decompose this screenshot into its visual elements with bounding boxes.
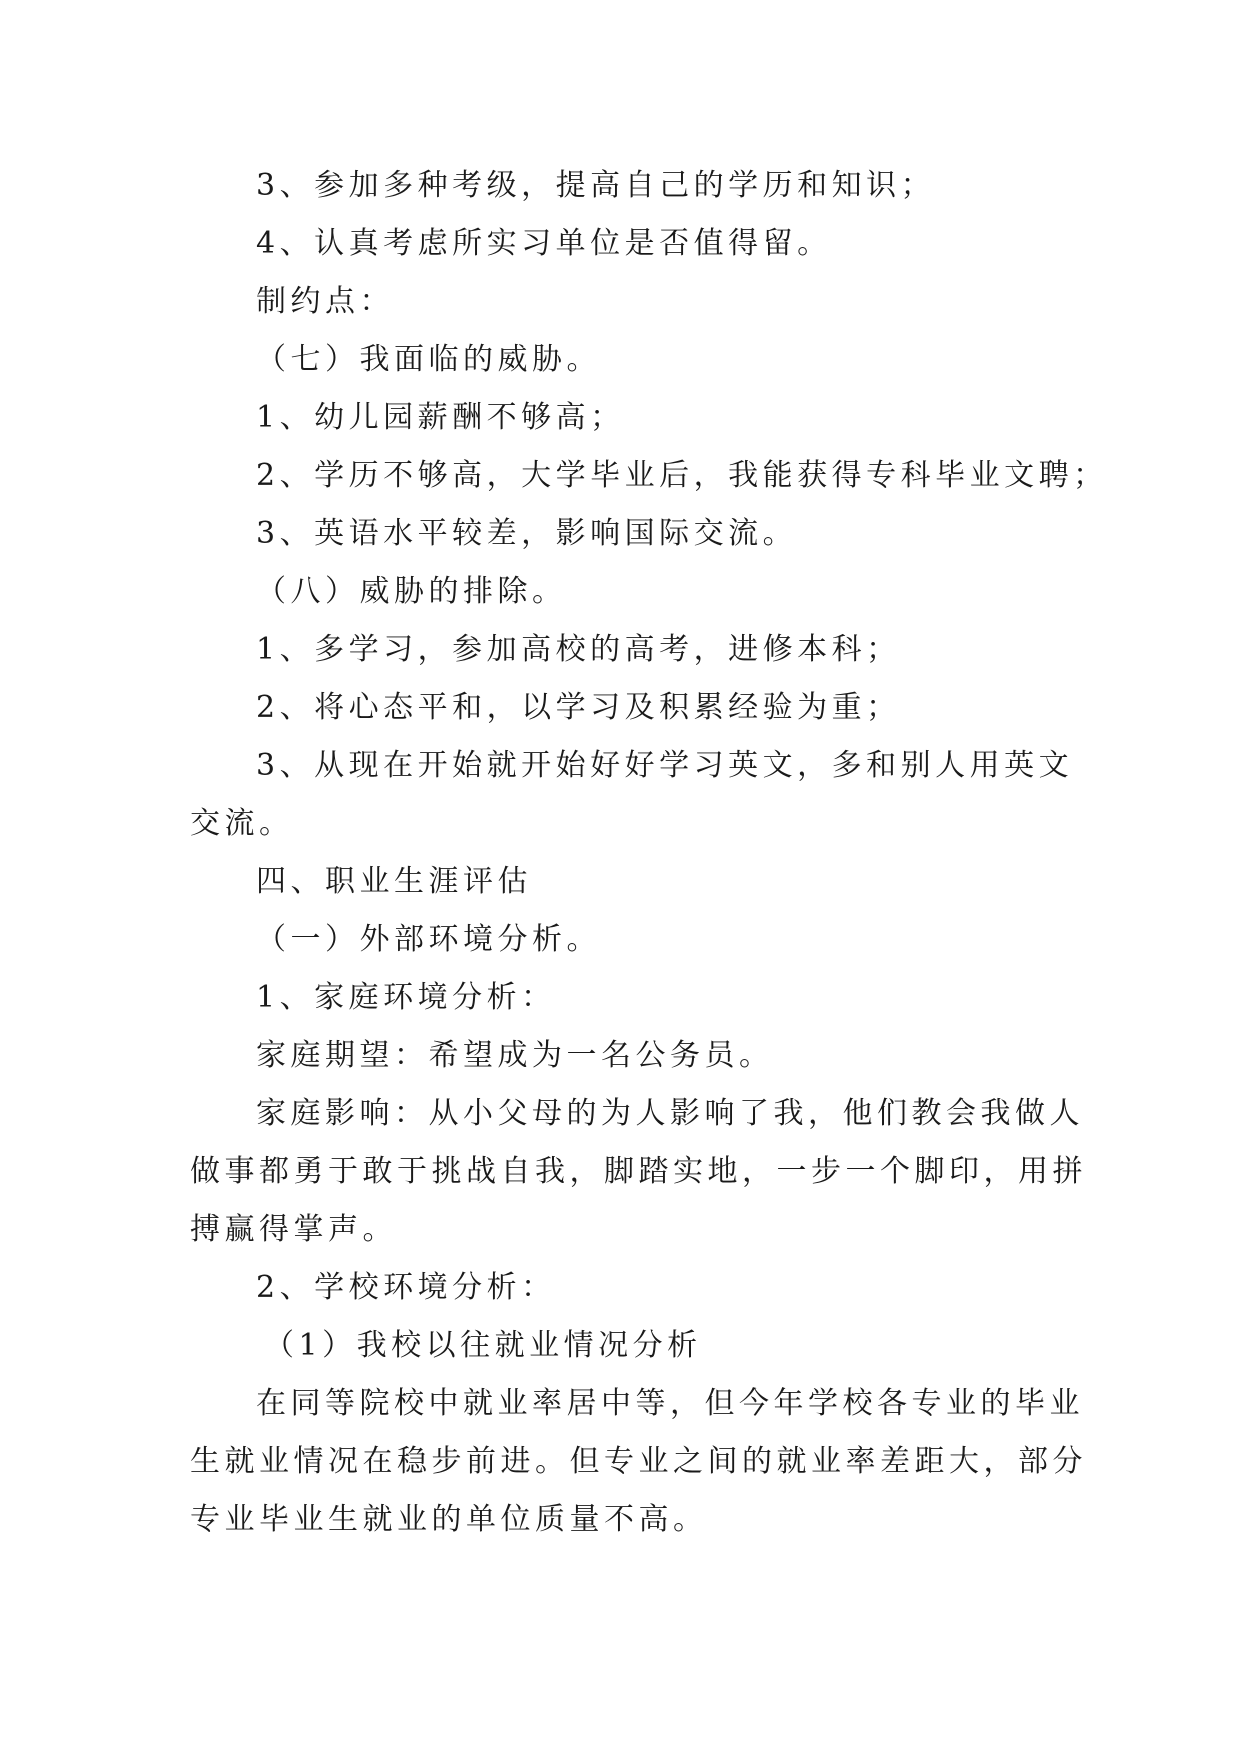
paragraph-line: 1、幼儿园薪酬不够高； bbox=[256, 400, 625, 435]
paragraph-line: 专业毕业生就业的单位质量不高。 bbox=[190, 1502, 708, 1537]
paragraph-line: 制约点： bbox=[256, 284, 394, 319]
paragraph-line: 3、从现在开始就开始好好学习英文，多和别人用英文 bbox=[256, 748, 1074, 783]
paragraph-line: 在同等院校中就业率居中等，但今年学校各专业的毕业 bbox=[256, 1386, 1084, 1421]
chapter-heading: 四、职业生涯评估 bbox=[256, 864, 532, 899]
section-heading: （一）外部环境分析。 bbox=[256, 922, 601, 957]
paragraph-line: 3、英语水平较差，影响国际交流。 bbox=[256, 516, 798, 551]
section-heading: （八）威胁的排除。 bbox=[256, 574, 567, 609]
paragraph-line: 交流。 bbox=[190, 806, 294, 841]
paragraph-line: 家庭影响：从小父母的为人影响了我，他们教会我做人 bbox=[256, 1096, 1084, 1131]
paragraph-line: 1、多学习，参加高校的高考，进修本科； bbox=[256, 632, 901, 667]
paragraph-line: 生就业情况在稳步前进。但专业之间的就业率差距大，部分 bbox=[190, 1444, 1087, 1479]
paragraph-line: 2、学历不够高，大学毕业后，我能获得专科毕业文聘； bbox=[256, 458, 1108, 493]
paragraph-line: 2、将心态平和，以学习及积累经验为重； bbox=[256, 690, 901, 725]
paragraph-line: 2、学校环境分析： bbox=[256, 1270, 556, 1305]
paragraph-line: 家庭期望：希望成为一名公务员。 bbox=[256, 1038, 774, 1073]
paragraph-line: 搏赢得掌声。 bbox=[190, 1212, 397, 1247]
section-heading: （七）我面临的威胁。 bbox=[256, 342, 601, 377]
subsection-heading: （1）我校以往就业情况分析 bbox=[264, 1328, 702, 1363]
paragraph-line: 1、家庭环境分析： bbox=[256, 980, 556, 1015]
paragraph-line: 4、认真考虑所实习单位是否值得留。 bbox=[256, 226, 832, 261]
paragraph-line: 做事都勇于敢于挑战自我，脚踏实地，一步一个脚印，用拼 bbox=[190, 1154, 1087, 1189]
paragraph-line: 3、参加多种考级，提高自己的学历和知识； bbox=[256, 168, 936, 203]
